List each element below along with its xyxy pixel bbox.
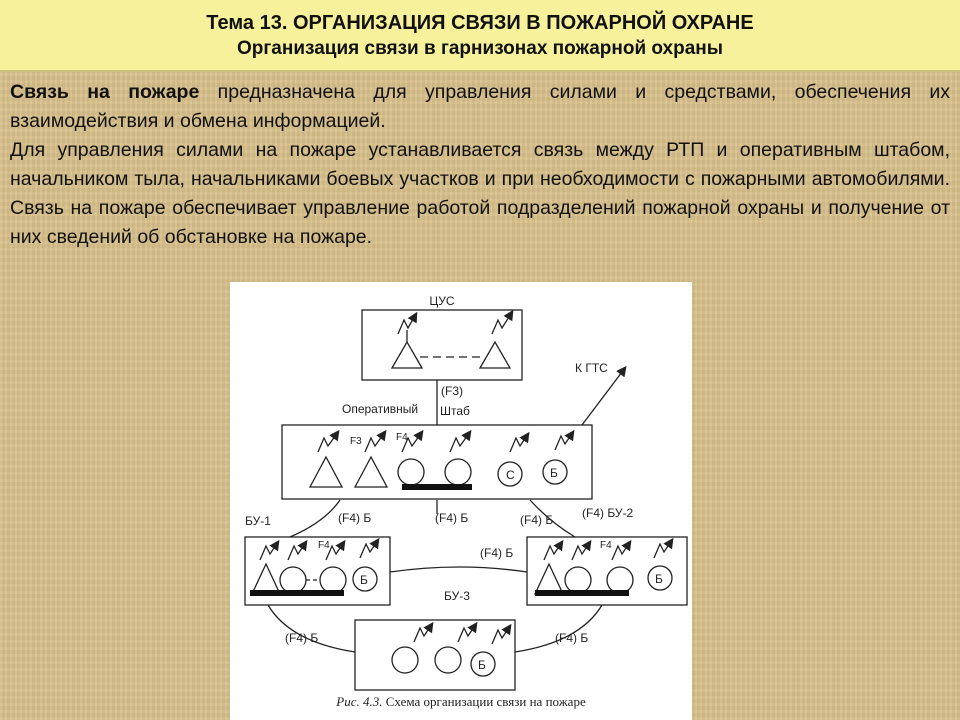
hq-f4-label: F4 (396, 432, 408, 443)
paragraph-2: Для управления силами на пожаре устанавливается связь между РТП и оперативным штабом, начальником тыла, начальниками боевых участков и при необходимости с пожарными автомобилями. Связь на пожаре обеспечивает управление работой подразделений пожарной охраны и получение от них сведений об обстановке на пожаре. (10, 139, 950, 248)
bu2-radio-icon-2 (607, 567, 633, 593)
gts-arrow (582, 368, 625, 425)
bu1-wave-icon-4 (360, 540, 378, 558)
hq-bu1-link (290, 500, 340, 537)
bu1-bu2-link-label: (F4) Б (480, 546, 514, 560)
hq-station-icon-1 (310, 457, 342, 487)
bu1-station-icon (252, 564, 280, 594)
term-bold: Связь на пожаре (10, 81, 200, 103)
bu3-wave-icon-1 (414, 624, 432, 642)
cus-wave-icon-2 (492, 312, 512, 334)
bu2-bu3-link-label: (F4) Б (555, 631, 589, 645)
hq-center-link-label: (F4) Б (435, 511, 469, 525)
bu1-bu3-link-label: (F4) Б (285, 631, 319, 645)
slide-header (0, 0, 960, 72)
hq-bu2-link-label: (F4) Б (520, 513, 554, 527)
bu1-f4-label: F4 (318, 540, 330, 551)
bu3-label: БУ-3 (444, 589, 470, 603)
bu1-radio-icon-2 (320, 567, 346, 593)
bu1-radio-icon-1 (280, 567, 306, 593)
bu2-radio-icon-1 (565, 567, 591, 593)
shtab-label: Штаб (440, 404, 470, 418)
bu3-wave-icon-3 (492, 626, 510, 644)
hq-b-label: Б (550, 466, 558, 480)
hq-s-label: С (506, 468, 515, 482)
hq-wave-icon-6 (555, 432, 573, 450)
hq-bu1-link-label: (F4) Б (338, 511, 372, 525)
bu1-bu2-link (390, 567, 527, 572)
communication-diagram-figure (230, 282, 692, 720)
bu2-f4-label: F4 (600, 540, 612, 551)
hq-station-icon-2 (355, 457, 387, 487)
body-text (10, 78, 950, 252)
slide-title: Тема 13. ОРГАНИЗАЦИЯ СВЯЗИ В ПОЖАРНОЙ ОХРАНЕ (206, 12, 754, 34)
bu2-b-label: Б (655, 572, 663, 586)
hq-wave-icon-1 (318, 432, 338, 452)
slide-subtitle: Организация связи в гарнизонах пожарной охраны (237, 38, 723, 59)
hq-wave-icon-2 (365, 432, 385, 452)
hq-radio-icon-1 (398, 459, 424, 485)
cus-label: ЦУС (429, 294, 455, 308)
bu3-b-label: Б (478, 658, 486, 672)
bu1-label: БУ-1 (245, 514, 271, 528)
hq-wave-icon-5 (510, 434, 528, 452)
bu2-station-icon (535, 564, 563, 594)
bu1-wave-icon-1 (260, 542, 278, 560)
paragraph-1-text: предназначена для управления силами и средствами, обеспечения их взаимодействия и обмена информацией. (10, 81, 950, 132)
to-gts-label: К ГТС (575, 361, 608, 375)
paragraph-1 (10, 78, 950, 136)
hq-f3-label: F3 (350, 436, 362, 447)
cus-station-icon-1 (392, 342, 422, 368)
bu1-wave-icon-2 (288, 542, 306, 560)
operative-label: Оперативный (342, 402, 419, 416)
bu2-label: (F4) БУ-2 (582, 506, 634, 520)
bu2-wave-icon-2 (572, 542, 590, 560)
figure-caption-text: Схема организации связи на пожаре (382, 694, 586, 709)
bu3-radio-icon-1 (392, 647, 418, 673)
cus-station-icon-2 (480, 342, 510, 368)
figure-caption (230, 694, 692, 710)
bu1-vehicle-bar (250, 590, 344, 596)
figure-number: Рис. 4.3. (336, 694, 383, 709)
bu2-wave-icon-1 (544, 542, 562, 560)
communication-diagram (230, 282, 692, 692)
bu1-b-label: Б (360, 573, 368, 587)
hq-wave-icon-4 (450, 432, 470, 452)
bu3-radio-icon-2 (435, 647, 461, 673)
bu2-vehicle-bar (535, 590, 629, 596)
bu2-wave-icon-3 (612, 542, 630, 560)
f3-link-label: (F3) (441, 384, 463, 398)
bu2-wave-icon-4 (654, 540, 672, 558)
hq-vehicle-bar (402, 484, 472, 490)
hq-radio-icon-2 (445, 459, 471, 485)
bu3-wave-icon-2 (458, 624, 476, 642)
